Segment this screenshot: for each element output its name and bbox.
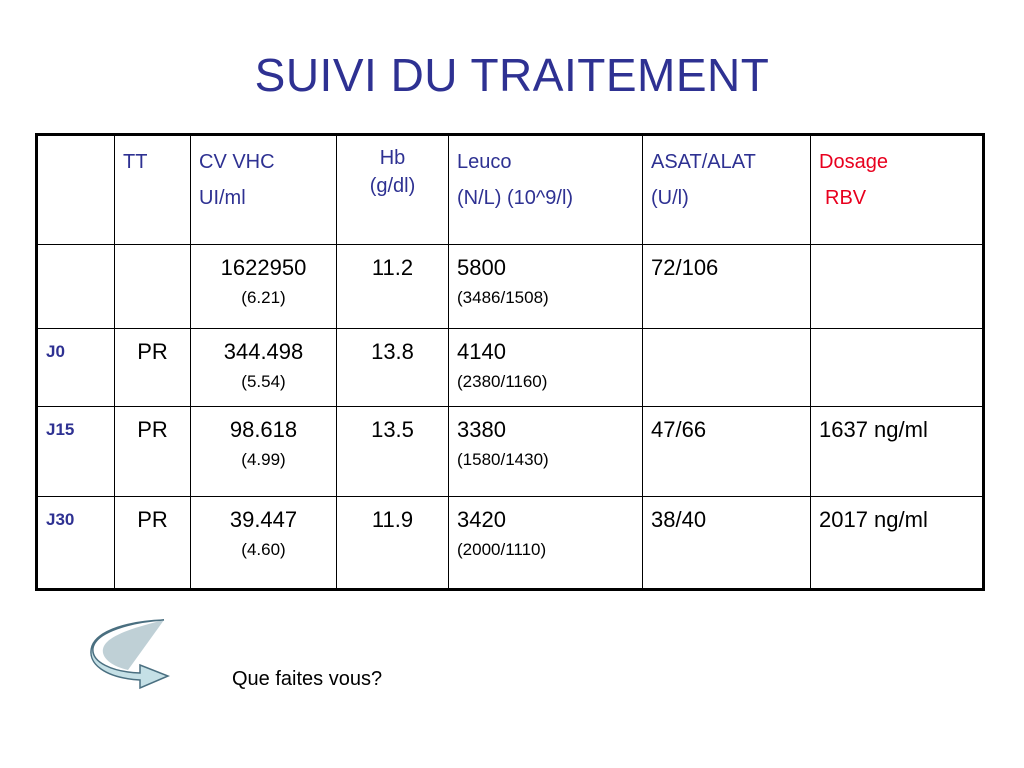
row-leuco: 5800 (3486/1508) [449,245,643,329]
row-cv: 98.618 (4.99) [191,407,337,497]
table-row [37,329,984,407]
header-hb [337,135,449,245]
row-asat: 38/40 [643,497,811,590]
header-asat [643,135,811,245]
header-hb-line1: Hb [379,147,406,169]
treatment-table [35,133,985,591]
row-hb: 11.2 [337,245,449,329]
header-hb-line2: (g/dl) [369,175,416,197]
header-tt-label: TT [123,151,148,173]
table-row [37,407,984,497]
row-tt [115,245,191,329]
row-cv: 344.498 (5.54) [191,329,337,407]
row-hb: 13.8 [337,329,449,407]
header-leuco-line1: Leuco [457,151,512,173]
header-asat-line2: (U/l) [651,187,689,209]
row-dosage [811,329,984,407]
header-leuco [449,135,643,245]
header-asat-line1: ASAT/ALAT [651,151,756,173]
table-row [37,497,984,590]
row-dosage: 1637 ng/ml [811,407,984,497]
curved-arrow-icon [90,618,170,690]
row-hb: 11.9 [337,497,449,590]
row-tt: PR [115,497,191,590]
row-asat [643,329,811,407]
row-cv: 39.447 (4.60) [191,497,337,590]
header-dosage-line1: Dosage [819,151,888,173]
row-dosage [811,245,984,329]
row-hb: 13.5 [337,407,449,497]
header-dosage [811,135,984,245]
table-row [37,245,984,329]
row-cv: 1622950 (6.21) [191,245,337,329]
header-cv-line2: UI/ml [199,187,246,209]
header-row [37,135,984,245]
question-text: Que faites vous? [232,668,383,690]
row-leuco: 3380 (1580/1430) [449,407,643,497]
row-leuco: 3420 (2000/1110) [449,497,643,590]
row-leuco: 4140 (2380/1160) [449,329,643,407]
header-leuco-line2: (N/L) (10^9/l) [457,187,574,209]
row-label [37,245,115,329]
row-label: J30 [37,497,115,590]
row-dosage: 2017 ng/ml [811,497,984,590]
header-cv [191,135,337,245]
row-label: J15 [37,407,115,497]
header-empty [37,135,115,245]
row-asat: 47/66 [643,407,811,497]
slide-title: SUIVI DU TRAITEMENT [254,49,770,101]
header-cv-line1: CV VHC [199,151,275,173]
row-tt: PR [115,329,191,407]
row-asat: 72/106 [643,245,811,329]
row-tt: PR [115,407,191,497]
row-label: J0 [37,329,115,407]
header-tt [115,135,191,245]
header-dosage-line2: RBV [825,187,867,209]
